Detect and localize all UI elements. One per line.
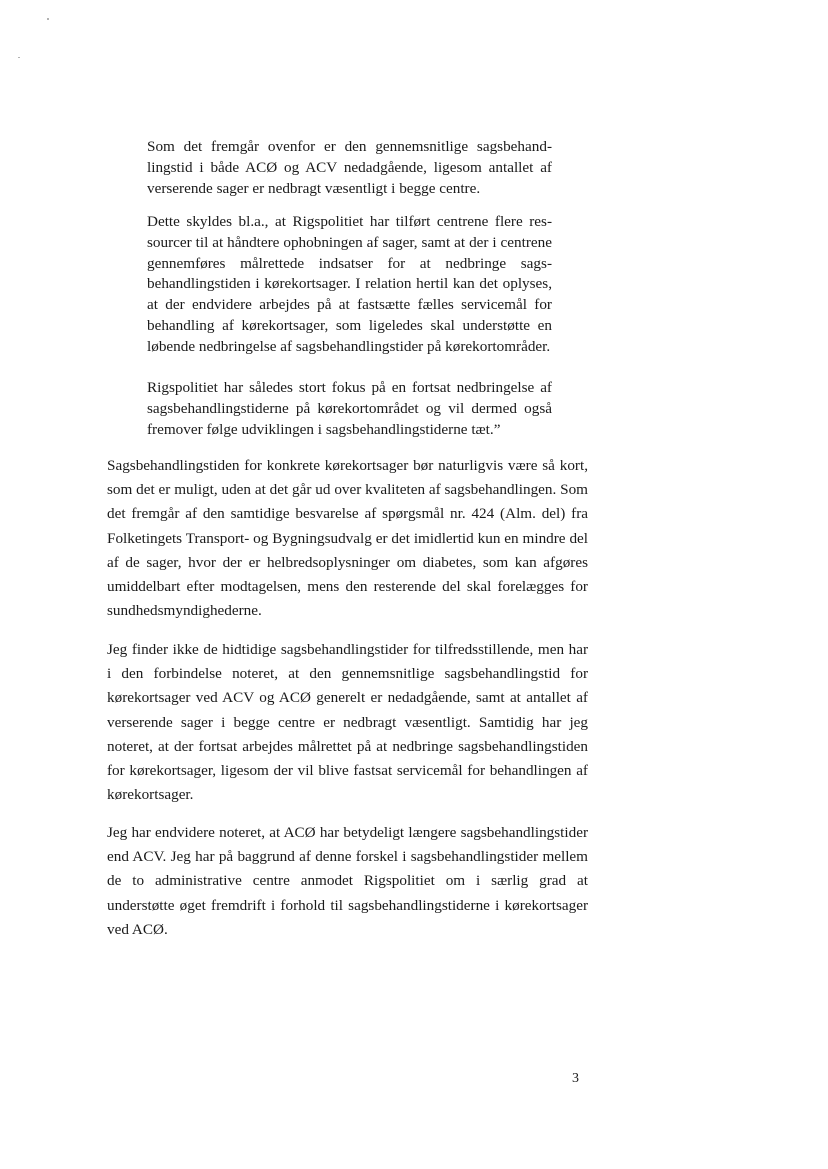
quote-paragraph-2: Dette skyldes bl.a., at Rigspolitiet har tilført centrene flere ressourcer til at håndtere ophobningen af sager, samt at der i centrene gennemføres målrettede indsatser for at nedbringe sagsbehandlingstiden i kørekortsager. I relation hertil kan det oplyses, at der endvidere arbejdes på at fastsætte fælles servicemål for behandling af kørekortsager, som ligeledes skal understøtte en løbende nedbringelse af sagsbehandlingstider på kørekortområder. [147,213,552,355]
body-paragraph-3: Jeg har endvidere noteret, at ACØ har betydeligt længere sagsbehandlingstider end ACV. Jeg har på baggrund af denne forskel i sagsbehandlingstider mellem de to administrative centre anmodet Rigspolitiet om i særlig grad at understøtte øget fremdrift i forhold til sagsbehandlingstiderne i kørekortsager ved ACØ. [107,824,588,938]
page-number: 3 [572,1071,579,1086]
quote-paragraph-3: Rigspolitiet har således stort fokus på en fortsat nedbringelse af sagsbehandlingstiderne på kørekortområdet og vil dermed også fremover følge udviklingen i sagsbehandlingstiderne tæt.” [147,379,552,438]
scan-speck [47,18,49,20]
body-paragraph-2: Jeg finder ikke de hidtidige sagsbehandlingstider for tilfredsstillende, men har i den forbindelse noteret, at den gennemsnitlige sagsbehandlingstid for kørekortsager ved ACV og ACØ generelt er nedadgående, samt at antallet af verserende sager i begge centre er nedbragt væsentligt. Samtidig har jeg noteret, at der fortsat arbejdes målrettet på at nedbringe sagsbehandlingstiden for kørekortsager, ligesom der vil blive fastsat servicemål for behandlingen af kørekortsager. [107,641,588,804]
quote-paragraph-1: Som det fremgår ovenfor er den gennemsnitlige sagsbehandlingstid i både ACØ og ACV nedadgående, ligesom antallet af verserende sager er nedbragt væsentligt i begge centre. [147,138,552,197]
scan-speck [18,57,20,58]
body-paragraph-1: Sagsbehandlingstiden for konkrete kørekortsager bør naturligvis være så kort, som det er muligt, uden at det går ud over kvaliteten af sagsbehandlingen. Som det fremgår af den samtidige besvarelse af spørgsmål nr. 424 (Alm. del) fra Folketingets Transport- og Bygningsudvalg er det imidlertid kun en mindre del af de sager, hvor der er helbredsoplysninger om diabetes, som kan afgøres umiddelbart efter modtagelsen, mens den resterende del skal forelægges for sundhedsmyndighederne. [107,457,588,620]
